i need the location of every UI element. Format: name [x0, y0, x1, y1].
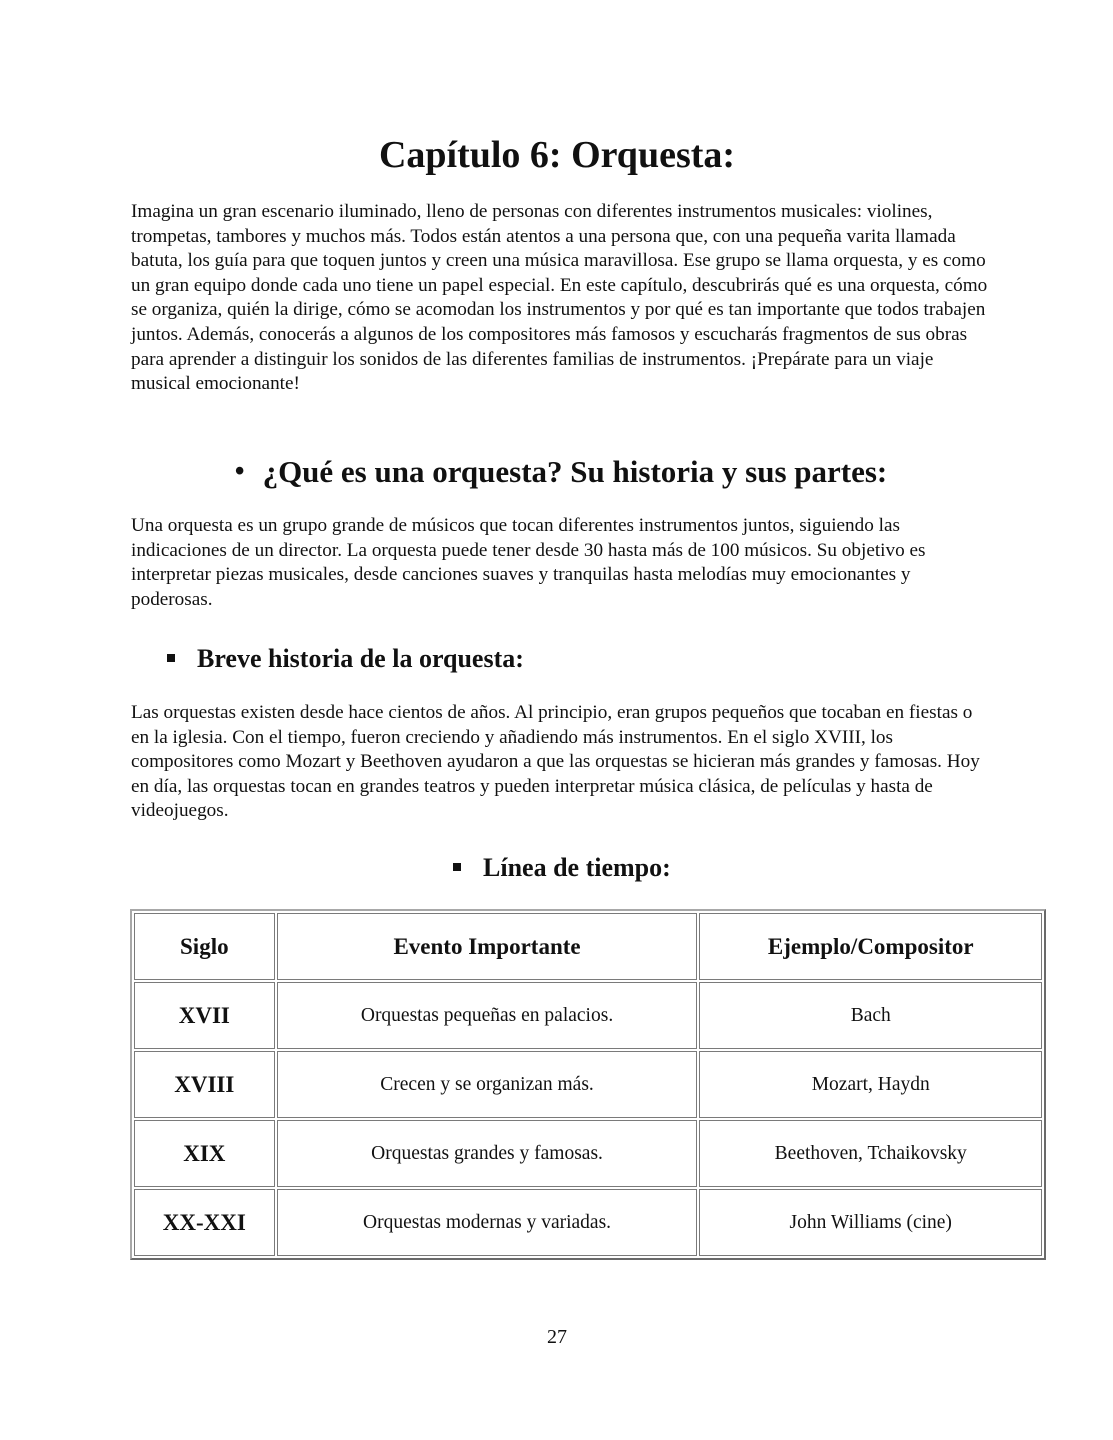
subsection-heading-timeline — [453, 850, 671, 886]
history-paragraph: Las orquestas existen desde hace cientos de años. Al principio, eran grupos pequeños que tocaban en fiestas o en la iglesia. Con el tiempo, fueron creciendo y añadiendo más instrumentos. En el siglo XVIII, los compositores como Mozart y Beethoven ayudaron a que las orquestas se hicieran más grandes y famosas. Hoy en día, las orquestas tocan en grandes teatros y pueden interpretar música clásica, de películas y hasta de videojuegos. — [131, 702, 980, 822]
section-heading-text: ¿Qué es una orquesta? Su historia y sus partes: — [262, 454, 888, 489]
square-bullet-icon — [167, 654, 175, 662]
cell-ejemplo: Beethoven, Tchaikovsky — [699, 1120, 1042, 1187]
subsection-heading-history — [167, 641, 524, 677]
cell-siglo: XIX — [134, 1120, 275, 1187]
table-header-row — [134, 913, 1042, 980]
cell-ejemplo: Mozart, Haydn — [699, 1051, 1042, 1118]
chapter-title: Capítulo 6: Orquesta: — [378, 134, 736, 176]
cell-evento: Crecen y se organizan más. — [277, 1051, 698, 1118]
cell-siglo: XVII — [134, 982, 275, 1049]
cell-siglo: XX-XXI — [134, 1189, 275, 1256]
cell-ejemplo: Bach — [699, 982, 1042, 1049]
cell-siglo: XVIII — [134, 1051, 275, 1118]
cell-evento: Orquestas modernas y variadas. — [277, 1189, 698, 1256]
cell-evento: Orquestas grandes y famosas. — [277, 1120, 698, 1187]
subsection-heading-text: Breve historia de la orquesta: — [197, 644, 524, 673]
cell-ejemplo: John Williams (cine) — [699, 1189, 1042, 1256]
intro-paragraph: Imagina un gran escenario iluminado, lleno de personas con diferentes instrumentos musicales: violines, trompetas, tambores y muchos más. Todos están atentos a una persona que, con una pequeña varita llamada batuta, los guía para que toquen juntos y creen una música maravillosa. Ese grupo se llama orquesta, y es como un gran equipo donde cada uno tiene un papel especial. En este capítulo, descubrirás qué es una orquesta, cómo se organiza, quién la dirige, cómo se acomodan los instrumentos y por qué es tan importante que todos trabajen juntos. Además, conocerás a algunos de los compositores más famosos y escucharás fragmentos de sus obras para aprender a distinguir los sonidos de las diferentes familias de instrumentos. ¡Prepárate para un viaje musical emocionante! — [131, 201, 988, 395]
header-siglo: Siglo — [134, 913, 275, 980]
bullet-icon: • — [234, 456, 245, 487]
header-ejemplo-compositor: Ejemplo/Compositor — [699, 913, 1042, 980]
table-row — [134, 1051, 1042, 1118]
page-number: 27 — [547, 1326, 567, 1348]
table-row — [134, 982, 1042, 1049]
table-row — [134, 1189, 1042, 1256]
section-heading-what-is-orchestra — [131, 450, 991, 494]
subsection-heading-text: Línea de tiempo: — [483, 853, 671, 882]
timeline-table — [130, 909, 1046, 1260]
table-row — [134, 1120, 1042, 1187]
header-evento-importante: Evento Importante — [277, 913, 698, 980]
what-is-orchestra-paragraph: Una orquesta es un grupo grande de músicos que tocan diferentes instrumentos juntos, siguiendo las indicaciones de un director. La orquesta puede tener desde 30 hasta más de 100 músicos. Su objetivo es interpretar piezas musicales, desde canciones suaves y tranquilas hasta melodías muy emocionantes y poderosas. — [131, 515, 926, 610]
square-bullet-icon — [453, 863, 461, 871]
cell-evento: Orquestas pequeñas en palacios. — [277, 982, 698, 1049]
